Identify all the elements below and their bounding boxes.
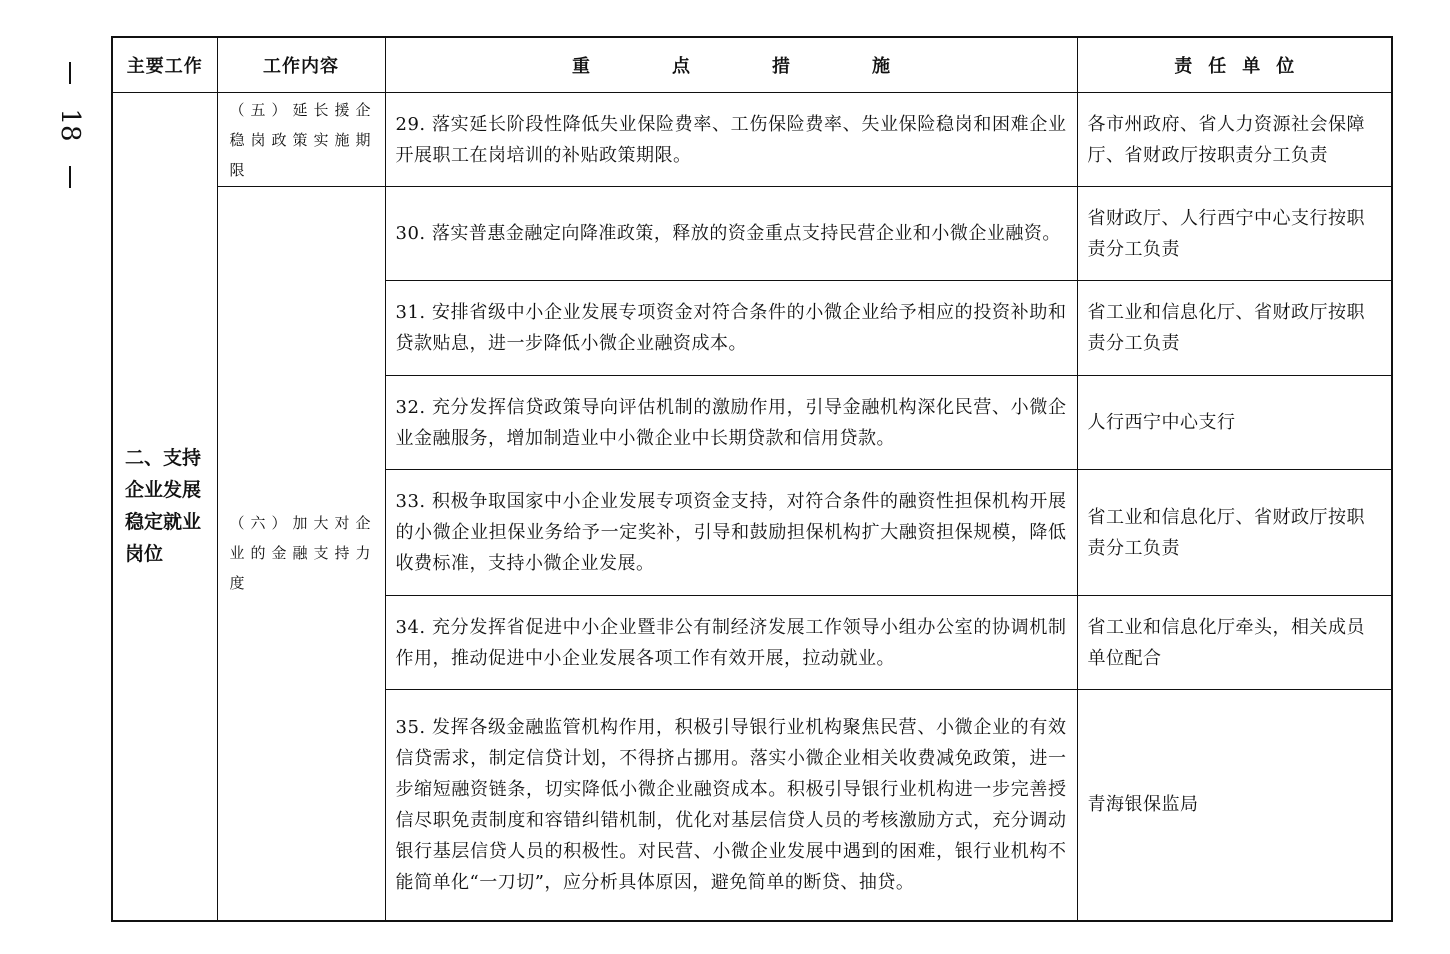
page-number-dash-bottom: [69, 166, 71, 188]
table-row: [112, 187, 1392, 281]
policy-table: [111, 36, 1393, 922]
responsible-cell: 人行西宁中心支行: [1077, 376, 1392, 470]
measure-cell: 32. 充分发挥信贷政策导向评估机制的激励作用，引导金融机构深化民营、小微企业金融服务，增加制造业中小微企业中长期贷款和信用贷款。: [385, 376, 1077, 470]
work-content-cell: （六）加大对企业的金融支持力度: [217, 187, 385, 921]
measure-cell: 31. 安排省级中小企业发展专项资金对符合条件的小微企业给予相应的投资补助和贷款贴息，进一步降低小微企业融资成本。: [385, 281, 1077, 376]
header-main-work: 主要工作: [112, 37, 217, 93]
measure-cell: 35. 发挥各级金融监管机构作用，积极引导银行业机构聚焦民营、小微企业的有效信贷需求，制定信贷计划，不得挤占挪用。落实小微企业相关收费减免政策，进一步缩短融资链条，切实降低小微企业融资成本。积极引导银行业机构进一步完善授信尽职免责制度和容错纠错机制，优化对基层信贷人员的考核激励方式，充分调动银行基层信贷人员的积极性。对民营、小微企业发展中遇到的困难，银行业机构不能简单化“一刀切”，应分析具体原因，避免简单的断贷、抽贷。: [385, 690, 1077, 921]
page-number: [52, 62, 88, 192]
measure-cell: 30. 落实普惠金融定向降准政策，释放的资金重点支持民营企业和小微企业融资。: [385, 187, 1077, 281]
measure-cell: 33. 积极争取国家中小企业发展专项资金支持，对符合条件的融资性担保机构开展的小微企业担保业务给予一定奖补，引导和鼓励担保机构扩大融资担保规模，降低收费标准，支持小微企业发展。: [385, 470, 1077, 596]
measure-cell: 29. 落实延长阶段性降低失业保险费率、工伤保险费率、失业保险稳岗和困难企业开展职工在岗培训的补贴政策期限。: [385, 93, 1077, 187]
responsible-cell: 省财政厅、人行西宁中心支行按职责分工负责: [1077, 187, 1392, 281]
header-work-content: 工作内容: [217, 37, 385, 93]
responsible-cell: 青海银保监局: [1077, 690, 1392, 921]
page-number-value: 18: [55, 108, 85, 142]
main-work-cell: 二、支持企业发展稳定就业岗位: [112, 93, 217, 921]
header-responsible-unit: 责任单位: [1077, 37, 1392, 93]
responsible-cell: 省工业和信息化厅、省财政厅按职责分工负责: [1077, 470, 1392, 596]
table-row: [112, 93, 1392, 187]
table-header-row: [112, 37, 1392, 93]
responsible-cell: 各市州政府、省人力资源社会保障厅、省财政厅按职责分工负责: [1077, 93, 1392, 187]
responsible-cell: 省工业和信息化厅牵头，相关成员单位配合: [1077, 596, 1392, 690]
responsible-cell: 省工业和信息化厅、省财政厅按职责分工负责: [1077, 281, 1392, 376]
work-content-cell: （五）延长援企稳岗政策实施期限: [217, 93, 385, 187]
page-number-dash-top: [69, 62, 71, 84]
measure-cell: 34. 充分发挥省促进中小企业暨非公有制经济发展工作领导小组办公室的协调机制作用，推动促进中小企业发展各项工作有效开展，拉动就业。: [385, 596, 1077, 690]
header-key-measures: 重点措施: [385, 37, 1077, 93]
